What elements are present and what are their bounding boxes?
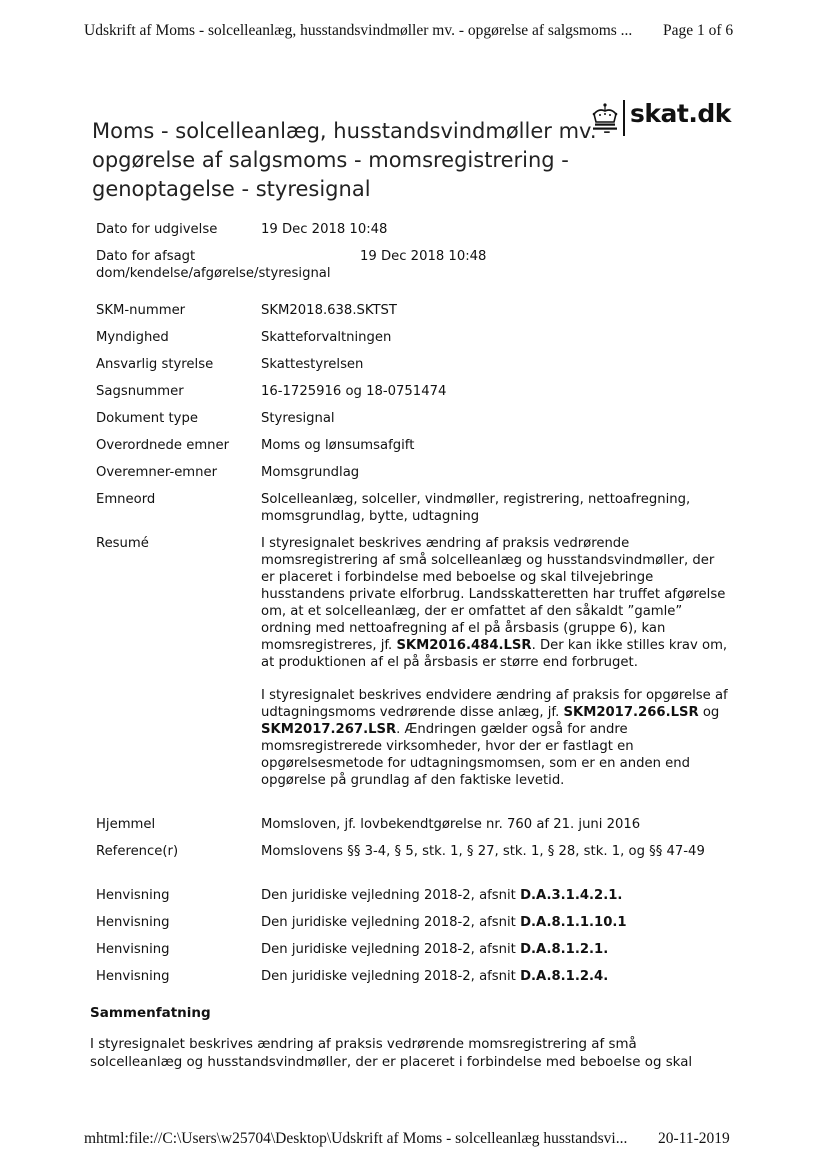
meta-label: Overemner-emner (96, 465, 218, 480)
page-title: Moms - solcelleanlæg, husstandsvindmøller mv. - opgørelse af salgsmoms - momsregistrering - genoptagelse - styresignal (92, 119, 611, 201)
summary-heading: Sammenfatning (90, 1005, 211, 1021)
logo-text: skat.dk (630, 99, 731, 128)
meta-label: Henvisning (96, 942, 170, 957)
meta-value: Skattestyrelsen (261, 357, 364, 372)
meta-row-henvisning (0, 941, 828, 968)
meta-row-dato-afsagt (0, 248, 828, 302)
meta-label: Overordnede emner (96, 438, 230, 453)
meta-value: Momslovens §§ 3-4, § 5, stk. 1, § 27, stk. 1, § 28, stk. 1, og §§ 47-49 (261, 844, 705, 859)
henvisning-link[interactable]: D.A.3.1.4.2.1. (520, 888, 623, 903)
meta-row-dato-udgivelse (0, 221, 828, 248)
resume-paragraph (261, 687, 731, 789)
meta-value: 19 Dec 2018 10:48 (261, 222, 388, 237)
page-number: Page 1 of 6 (663, 22, 734, 39)
metadata-table (0, 221, 828, 995)
meta-label: Emneord (96, 492, 156, 507)
meta-value: Moms og lønsumsafgift (261, 438, 415, 453)
meta-label: Henvisning (96, 888, 170, 903)
henvisning-link[interactable]: D.A.8.1.2.4. (520, 969, 609, 984)
summary-text: I styresignalet beskrives ændring af praksis vedrørende momsregistrering af små solcelleanlæg og husstandsvindmøller, der er placeret i forbindelse med beboelse og skal (90, 1037, 693, 1070)
meta-row-sagsnummer (0, 383, 828, 410)
meta-row-dokument-type (0, 410, 828, 437)
resume-paragraph (261, 535, 731, 671)
print-footer-path: mhtml:file://C:\Users\w25704\Desktop\Udskrift af Moms - solcelleanlæg husstandsvi... (84, 1130, 628, 1147)
meta-row-resume (0, 535, 828, 816)
meta-value: 19 Dec 2018 10:48 (360, 249, 487, 264)
henvisning-text: Den juridiske vejledning 2018-2, afsnit (261, 942, 521, 957)
resume-text: I styresignalet beskrives ændring af praksis vedrørende momsregistrering af små solcelleanlæg og husstandsvindmøller, der er placeret i forbindelse med beboelse og skal tilvejebringe husstandens private elforbrug. Landsskatteretten har truffet afgørelse om, at et solcelleanlæg, der er omfattet af den såkaldt ”gamle” ordning med nettoafregning af el på årsbasis (gruppe 6), kan momsregistreres, jf. (261, 536, 726, 653)
henvisning-link[interactable]: D.A.8.1.2.1. (520, 942, 609, 957)
meta-label: Dato for udgivelse (96, 222, 218, 237)
meta-value: SKM2018.638.SKTST (261, 303, 397, 318)
meta-value: Styresignal (261, 411, 335, 426)
print-footer-date: 20-11-2019 (658, 1130, 730, 1147)
meta-label: Myndighed (96, 330, 169, 345)
meta-value: Solcelleanlæg, solceller, vindmøller, registrering, nettoafregning, momsgrundlag, bytte, udtagning (261, 492, 691, 524)
meta-label: Hjemmel (96, 817, 156, 832)
meta-value: 16-1725916 og 18-0751474 (261, 384, 447, 399)
meta-label: Dokument type (96, 411, 198, 426)
skm-reference-link[interactable]: SKM2016.484.LSR (396, 638, 532, 653)
meta-label: Sagsnummer (96, 384, 184, 399)
meta-label: Henvisning (96, 969, 170, 984)
meta-row-ansvarlig-styrelse (0, 356, 828, 383)
meta-value (261, 968, 731, 985)
meta-row-skm-nummer (0, 302, 828, 329)
meta-label: Reference(r) (96, 844, 179, 859)
meta-value (261, 914, 731, 931)
meta-label: Henvisning (96, 915, 170, 930)
meta-label: SKM-nummer (96, 303, 186, 318)
skm-reference-link[interactable]: SKM2017.266.LSR (563, 705, 699, 720)
meta-row-henvisning (0, 914, 828, 941)
meta-row-references (0, 843, 828, 887)
henvisning-text: Den juridiske vejledning 2018-2, afsnit (261, 969, 521, 984)
meta-value (261, 887, 731, 904)
resume-text: og (698, 705, 720, 720)
resume-text: I styresignalet beskrives endvidere ændring af praksis for opgørelse af udtagningsmoms vedrørende disse anlæg, jf. (261, 688, 728, 720)
meta-label: Ansvarlig styrelse (96, 357, 214, 372)
meta-value (261, 535, 731, 789)
henvisning-text: Den juridiske vejledning 2018-2, afsnit (261, 915, 521, 930)
meta-label: Dato for afsagt dom/kendelse/afgørelse/styresignal (96, 249, 331, 281)
meta-label: Resumé (96, 536, 149, 551)
meta-value: Momsgrundlag (261, 465, 360, 480)
meta-row-emneord (0, 491, 828, 535)
meta-row-henvisning (0, 968, 828, 995)
meta-row-overordnede-emner (0, 437, 828, 464)
meta-value: Skatteforvaltningen (261, 330, 392, 345)
resume-text: . Der kan ikke stilles krav om, at produktionen af el på årsbasis er større end forbruget. (261, 638, 728, 670)
meta-row-hjemmel (0, 816, 828, 843)
henvisning-link[interactable]: D.A.8.1.1.10.1 (520, 915, 627, 930)
meta-value: Momsloven, jf. lovbekendtgørelse nr. 760 af 21. juni 2016 (261, 817, 641, 832)
print-header-title: Udskrift af Moms - solcelleanlæg, husstandsvindmøller mv. - opgørelse af salgsmoms ... (84, 22, 633, 39)
meta-value (261, 941, 731, 958)
henvisning-text: Den juridiske vejledning 2018-2, afsnit (261, 888, 521, 903)
resume-text: . Ændringen gælder også for andre momsregistrerede virksomheder, hvor der er fastlagt en opgørelsesmetode for udtagningsmomsen, som er en anden end opgørelse på grundlag af den faktiske levetid. (261, 722, 690, 788)
meta-row-myndighed (0, 329, 828, 356)
skm-reference-link[interactable]: SKM2017.267.LSR (261, 722, 397, 737)
meta-row-overemner-emner (0, 464, 828, 491)
meta-row-henvisning (0, 887, 828, 914)
